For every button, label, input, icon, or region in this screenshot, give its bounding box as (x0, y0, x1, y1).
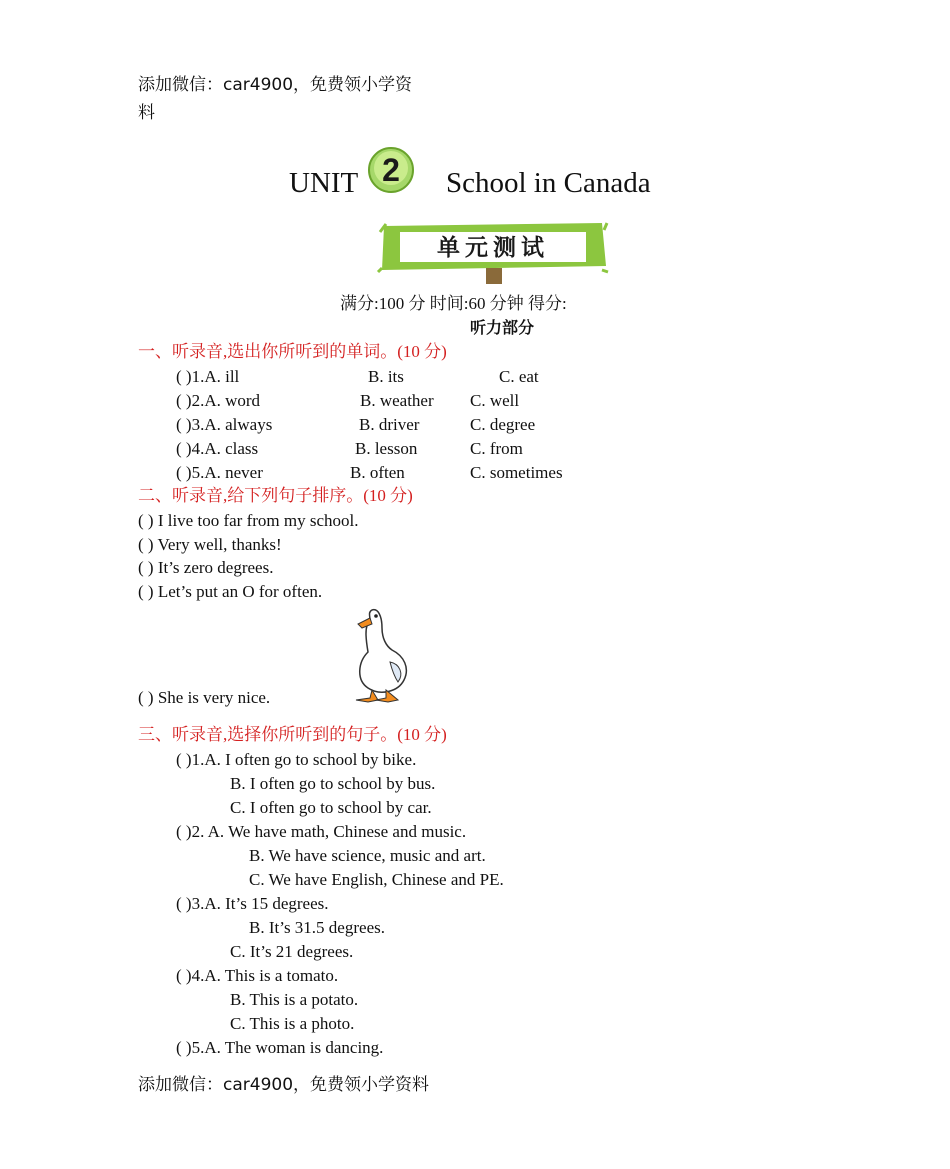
s3-q2-b: B. We have science, music and art. (249, 846, 486, 865)
s1-q3-a: ( )3.A. always (176, 415, 273, 434)
score-line: 满分:100 分 时间:60 分钟 得分: (340, 294, 567, 313)
goose-illustration (348, 600, 412, 704)
s3-q4-c: C. This is a photo. (230, 1014, 355, 1033)
s3-q4-b: B. This is a potato. (230, 990, 359, 1009)
s2-item-4: ( ) Let’s put an O for often. (138, 582, 323, 601)
s3-q1-a: ( )1.A. I often go to school by bike. (176, 750, 417, 769)
s1-q5-a: ( )5.A. never (176, 463, 263, 482)
s3-q5-a: ( )5.A. The woman is dancing. (176, 1038, 384, 1057)
banner-text: 单元测试 (437, 235, 549, 261)
wechat-note-line2: 料 (138, 103, 155, 123)
s3-q3-a: ( )3.A. It’s 15 degrees. (176, 894, 329, 913)
s3-q2-c: C. We have English, Chinese and PE. (249, 870, 504, 889)
s1-q5-b: B. often (350, 463, 405, 482)
s3-q1-c: C. I often go to school by car. (230, 798, 432, 817)
s2-item-2: ( ) Very well, thanks! (138, 535, 282, 554)
s1-q1-b: B. its (368, 367, 404, 386)
wechat-note-line1: 添加微信：car4900，免费领小学资 (138, 75, 413, 95)
s1-q4-a: ( )4.A. class (176, 439, 259, 458)
s2-item-1: ( ) I live too far from my school. (138, 511, 359, 530)
s3-q3-b: B. It’s 31.5 degrees. (249, 918, 385, 937)
unit-number-badge (367, 146, 417, 194)
section1-heading: 一、听录音,选出你所听到的单词。(10 分) (138, 342, 447, 361)
s1-q4-b: B. lesson (355, 439, 418, 458)
s1-q2-a: ( )2.A. word (176, 391, 261, 410)
s1-q5-c: C. sometimes (470, 463, 563, 482)
title-unit: UNIT (289, 167, 359, 199)
section2-heading: 二、听录音,给下列句子排序。(10 分) (138, 486, 413, 505)
section3-heading: 三、听录音,选择你所听到的句子。(10 分) (138, 725, 447, 744)
s3-q4-a: ( )4.A. This is a tomato. (176, 966, 339, 985)
s1-q1-c: C. eat (499, 367, 539, 386)
listening-label: 听力部分 (470, 318, 535, 337)
s3-q1-b: B. I often go to school by bus. (230, 774, 436, 793)
s1-q3-c: C. degree (470, 415, 536, 434)
title-name: School in Canada (446, 167, 651, 199)
unit-test-banner (378, 220, 608, 286)
s1-q2-b: B. weather (360, 391, 434, 410)
s3-q3-c: C. It’s 21 degrees. (230, 942, 354, 961)
s1-q1-a: ( )1.A. ill (176, 367, 240, 386)
s3-q2-a: ( )2. A. We have math, Chinese and music. (176, 822, 467, 841)
wechat-footer-note: 添加微信：car4900，免费领小学资料 (138, 1075, 430, 1095)
s1-q4-c: C. from (470, 439, 523, 458)
s1-q3-b: B. driver (359, 415, 420, 434)
s1-q2-c: C. well (470, 391, 520, 410)
unit-number: 2 (382, 152, 400, 188)
s2-item-5: ( ) She is very nice. (138, 688, 271, 707)
s2-item-3: ( ) It’s zero degrees. (138, 558, 274, 577)
